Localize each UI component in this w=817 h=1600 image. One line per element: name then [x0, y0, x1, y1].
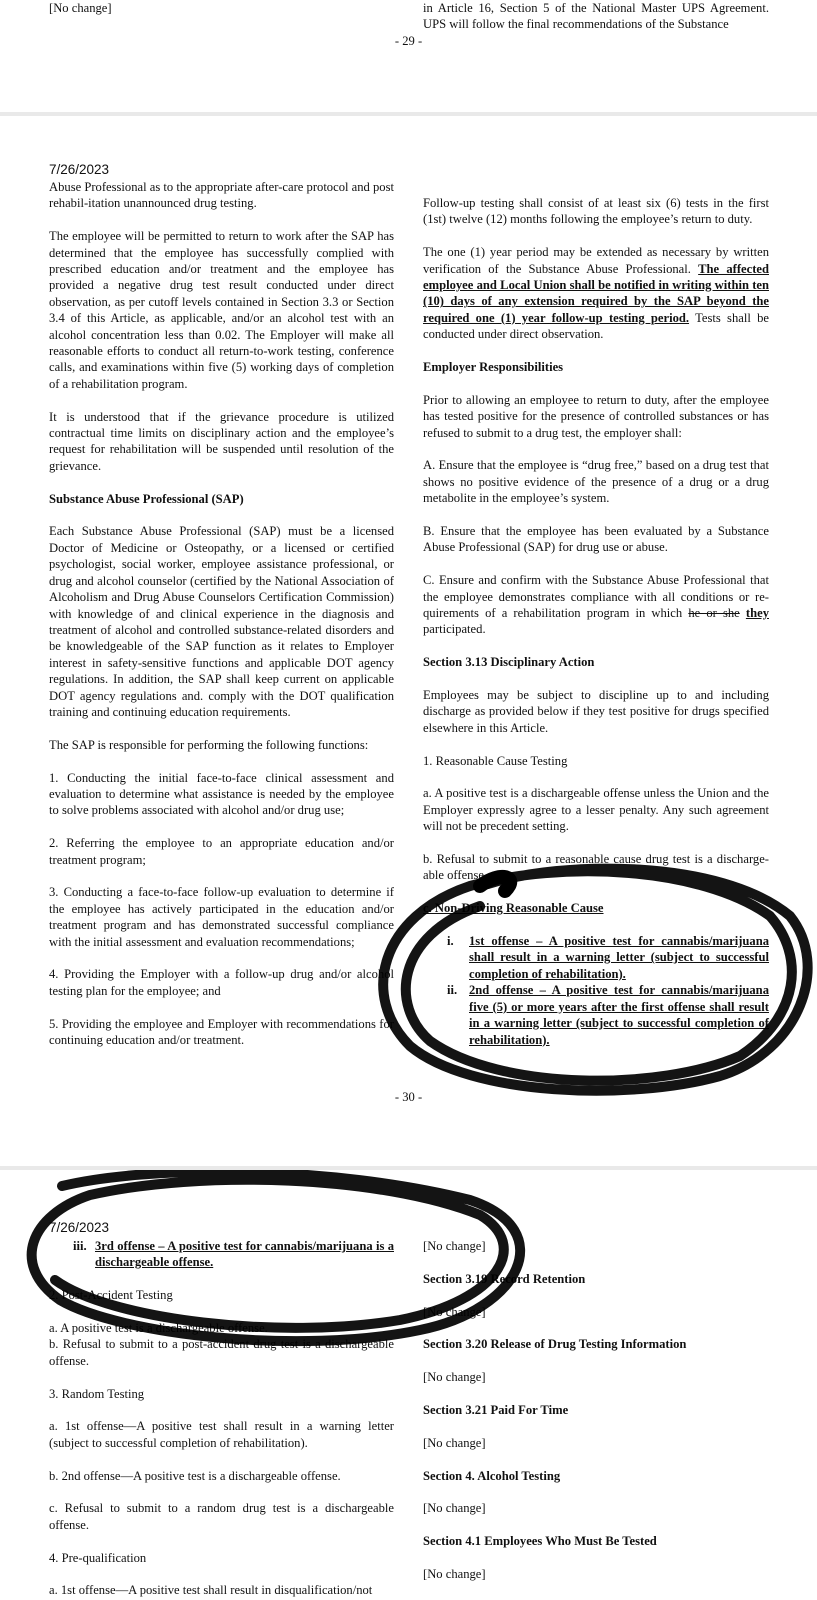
page-31-left-column	[49, 1238, 394, 1600]
list-item: 3. Conducting a face-to-face follow-up evaluation to determine if the employee has actively participated in the education and/or treatment program and has demonstrated successful compliance with the initial assessment and evaluation recommendations;	[49, 885, 394, 949]
page-30	[0, 116, 817, 1166]
paragraph: b. Refusal to submit to a reasonable cause drug test is a discharge-able offense.	[423, 852, 769, 883]
paragraph: It is understood that if the grievance procedure is utilized contractual time limits on disciplinary action and the employee’s request for rehabilitation will be suspended until resolution of the grievance.	[49, 409, 394, 473]
paragraph: B. Ensure that the employee has been evaluated by a Substance Abuse Professional (SAP) for drug use or abuse.	[423, 524, 769, 555]
offense-item: i. 1st offense – A positive test for cannabis/marijuana shall result in a warning letter (subject to successful completion of rehabilitation).	[447, 934, 769, 981]
paragraph: Abuse Professional as to the appropriate after-care protocol and post rehabil-itation unannounced drug testing.	[49, 180, 394, 211]
subsection-heading: c. Non-Driving Reasonable Cause	[423, 901, 604, 916]
paragraph: Prior to allowing an employee to return to duty, after the employee has tested positive for the presence of controlled substances or has refused to submit to a drug test, the employer shall:	[423, 392, 769, 440]
inserted-text: The affected employee and Local Union shall be notified in writing within ten (10) days of any extension required by the SAP beyond the required one (1) year follow-up testing period.	[423, 261, 769, 325]
section-heading: Substance Abuse Professional (SAP)	[49, 491, 244, 506]
page-date: 7/26/2023	[49, 162, 110, 177]
page-30-left-column	[49, 179, 394, 1065]
inserted-text: they	[745, 606, 769, 621]
paragraph: a. 1st offense—A positive test shall result in disqualification/not	[49, 1583, 373, 1598]
section-heading: Section 4. Alcohol Testing	[423, 1468, 561, 1483]
no-change-note: [No change]	[423, 1304, 486, 1319]
continued-text: in Article 16, Section 5 of the National Master UPS Agreement. UPS will follow the final recommendations of the Substance	[423, 1, 769, 32]
page-29-left-column	[49, 0, 394, 16]
paragraph: c. Refusal to submit to a random drug test is a dischargeable offense.	[49, 1501, 394, 1532]
no-change-note: [No change]	[423, 1566, 486, 1581]
paragraph: Employees may be subject to discipline up to and including discharge as provided below if they test positive for drugs specified elsewhere in this Article.	[423, 688, 769, 735]
deleted-text: he or she	[688, 606, 740, 621]
section-heading: Section 3.21 Paid For Time	[423, 1402, 569, 1417]
no-change-note: [No change]	[423, 1435, 486, 1450]
no-change-note: [No change]	[49, 1, 112, 15]
page-30-right-column	[423, 195, 769, 1048]
paragraph: 1. Reasonable Cause Testing	[423, 753, 568, 768]
page-number: - 29 -	[394, 34, 423, 48]
paragraph: a. A positive test is a dischargeable offense.	[49, 1321, 268, 1335]
page-31-right-column	[423, 1238, 769, 1599]
section-heading: Employer Responsibilities	[423, 360, 564, 375]
page-31	[0, 1170, 817, 1600]
offense-item: iii. 3rd offense – A positive test for cannabis/marijuana is a dischargeable offense.	[73, 1239, 394, 1270]
paragraph: Each Substance Abuse Professional (SAP) must be a licensed Doctor of Medicine or Osteopathy, or a licensed or certified psychologist, social worker, employee assistance professional, or drug and alcohol counselor (certified by the National Association of Alcoholism and Drug Abuse Counselors Certification Commission) with knowledge of and clinical experience in the diagnosis and treatment of alcohol and controlled substance-related disorders and be knowledgeable of the SAP function as it relates to Employer interest in safety-sensitive functions and applicable DOT agency regulations. In addition, the SAP shall keep current on applicable DOT agency regulations and. comply with the DOT qualification training and continuing education requirements.	[49, 524, 394, 719]
section-heading: Section 4.1 Employees Who Must Be Tested	[423, 1534, 657, 1549]
page-29-right-column	[423, 0, 769, 33]
paragraph: C. Ensure and confirm with the Substance Abuse Professional that the employee demonstrates compliance with all conditions or re-quirements of a rehabilitation program in which he or she they participated.	[423, 573, 769, 637]
paragraph: 3. Random Testing	[49, 1386, 145, 1401]
list-item: 5. Providing the employee and Employer with recommendations for continuing education and/or treatment.	[49, 1016, 394, 1047]
section-heading: Section 3.19 Record Retention	[423, 1271, 586, 1286]
paragraph: b. Refusal to submit to a post-accident drug test is a dischargeable offense.	[49, 1337, 394, 1368]
no-change-note: [No change]	[423, 1501, 486, 1516]
paragraph: a. A positive test is a dischargeable offense unless the Union and the Employer expressly agree to a lesser penalty. Any such agreement will not be precedent setting.	[423, 786, 769, 834]
no-change-note: [No change]	[423, 1370, 486, 1385]
paragraph: a. 1st offense—A positive test shall result in a warning letter (subject to successful completion of rehabilitation).	[49, 1419, 394, 1450]
no-change-note: [No change]	[423, 1239, 486, 1253]
paragraph: Follow-up testing shall consist of at least six (6) tests in the first (1st) twelve (12) months following the employee’s return to duty.	[423, 196, 769, 227]
paragraph: b. 2nd offense—A positive test is a dischargeable offense.	[49, 1468, 341, 1483]
page-number: - 30 -	[394, 1090, 423, 1104]
list-item: 1. Conducting the initial face-to-face clinical assessment and evaluation to determine what assistance is needed by the employee to solve problems associated with alcohol and/or drug use;	[49, 770, 394, 818]
page-29	[0, 0, 817, 112]
paragraph: The one (1) year period may be extended as necessary by written verification of the Substance Abuse Professional. The affected employee and Local Union shall be notified in writing within ten (10) days of any extension required by the SAP beyond the required one (1) year follow-up testing period. Tests shall be conducted under direct observation.	[423, 245, 769, 342]
page-date: 7/26/2023	[49, 1220, 110, 1235]
paragraph: The SAP is responsible for performing the following functions:	[49, 737, 369, 752]
paragraph: A. Ensure that the employee is “drug free,” based on a drug test that shows no positive evidence of the presence of a drug or a drug metabolite in the employee’s system.	[423, 458, 769, 506]
paragraph: 2. Post-Accident Testing	[49, 1288, 173, 1303]
section-heading: Section 3.20 Release of Drug Testing Information	[423, 1337, 687, 1352]
paragraph: 4. Pre-qualification	[49, 1550, 147, 1565]
offense-item: ii. 2nd offense – A positive test for cannabis/marijuana five (5) or more years after the first offense shall result in a warning letter (subject to successful completion of rehabilitation).	[447, 983, 769, 1047]
paragraph: The employee will be permitted to return to work after the SAP has determined that the employee has successfully complied with prescribed education and/or treatment and the employee has provided a negative drug test result conducted under direct observation, as per cutoff levels contained in Section 3.3 or Section 3.4 of this Article, as applicable, and/or an alcohol test with an alcohol concentration less than 0.02. The Employer will make all reasonable efforts to conduct all return-to-work testing, conference calls, and examinations within five (5) working days of completion of a rehabilitation program.	[49, 229, 394, 391]
list-item: 2. Referring the employee to an appropriate education and/or treatment program;	[49, 836, 394, 867]
section-heading: Section 3.13 Disciplinary Action	[423, 655, 595, 670]
list-item: 4. Providing the Employer with a follow-up drug and/or alcohol testing plan for the employee; and	[49, 967, 394, 998]
